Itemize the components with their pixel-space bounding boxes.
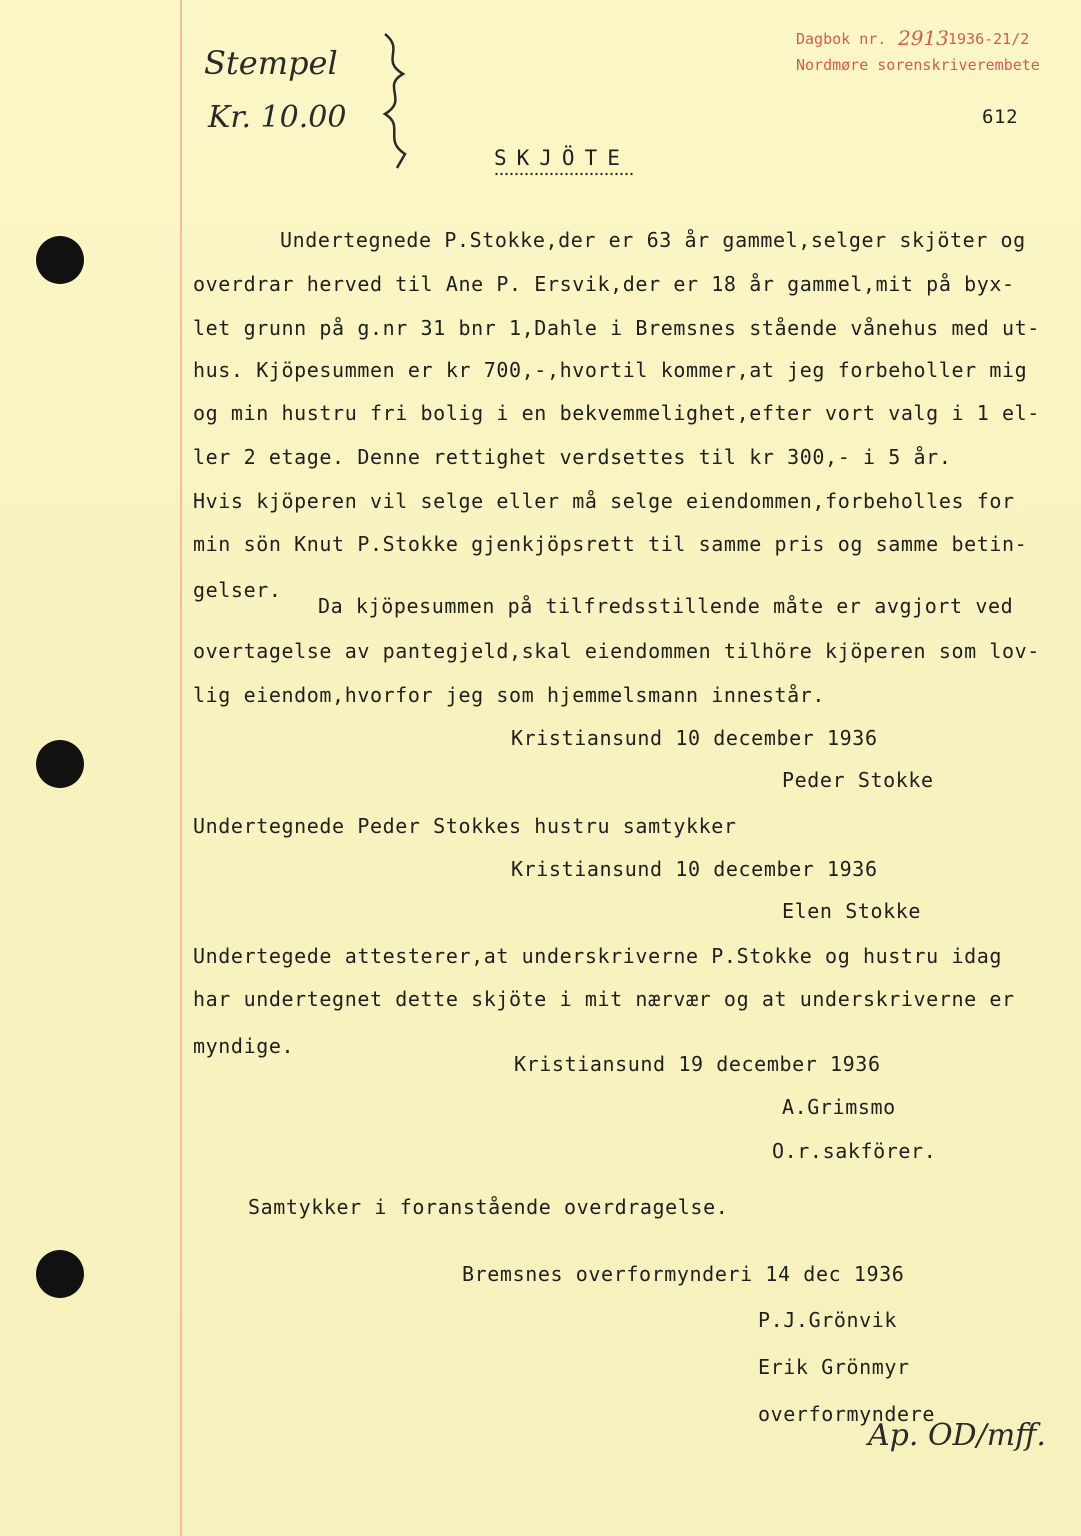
dagbok-year-date: 1936-21/2 — [948, 30, 1030, 48]
body-line: Samtykker i foranstående overdragelse. — [248, 1195, 729, 1219]
body-line: lig eiendom,hvorfor jeg som hjemmelsmann innestår. — [193, 683, 826, 707]
page-number: 612 — [982, 106, 1019, 128]
body-line: let grunn på g.nr 31 bnr 1,Dahle i Bremsnes stående vånehus med ut- — [193, 316, 1040, 340]
dagbok-number: 2913 — [898, 26, 949, 50]
place-date: Kristiansund 10 december 1936 — [511, 857, 878, 881]
body-line: myndige. — [193, 1034, 295, 1058]
signature-name: Elen Stokke — [782, 899, 922, 923]
signature-name: Peder Stokke — [782, 768, 934, 792]
title-underline — [494, 172, 634, 176]
handwritten-signature: Ap. OD/mff. — [868, 1418, 1046, 1453]
document-title: SKJÖTE — [494, 146, 630, 170]
place-date: Kristiansund 19 december 1936 — [514, 1052, 881, 1076]
body-line: Undertegnede P.Stokke,der er 63 år gammel,selger skjöter og — [280, 228, 1026, 252]
body-line: Da kjöpesummen på tilfredsstillende måte er avgjort ved — [318, 594, 1014, 618]
body-line: ler 2 etage. Denne rettighet verdsettes til kr 300,- i 5 år. — [193, 445, 952, 469]
body-line: og min hustru fri bolig i en bekvemmelighet,efter vort valg i 1 el- — [193, 401, 1040, 425]
margin-line — [180, 0, 182, 1536]
body-line: gelser. — [193, 578, 282, 602]
signature-name: Erik Grönmyr — [758, 1355, 910, 1379]
body-line: overtagelse av pantegjeld,skal eiendommen tilhöre kjöperen som lov- — [193, 639, 1040, 663]
place-date: Bremsnes overformynderi 14 dec 1936 — [462, 1262, 905, 1286]
punch-hole-middle — [36, 740, 84, 788]
body-line: overdrar herved til Ane P. Ersvik,der er 18 år gammel,mit på byx- — [193, 272, 1015, 296]
dagbok-label: Dagbok nr. — [796, 30, 887, 48]
body-line: min sön Knut P.Stokke gjenkjöpsrett til samme pris og samme betin- — [193, 532, 1028, 556]
body-line: hus. Kjöpesummen er kr 700,-,hvortil kommer,at jeg forbeholler mig — [193, 358, 1028, 382]
stamp-handwritten: Stempel — [204, 44, 338, 82]
body-line: Undertegede attesterer,at underskriverne P.Stokke og hustru idag — [193, 944, 1003, 968]
place-date: Kristiansund 10 december 1936 — [511, 726, 878, 750]
bracket-scribble — [375, 30, 425, 170]
signature-name: A.Grimsmo — [782, 1095, 896, 1119]
punch-hole-bottom — [36, 1250, 84, 1298]
signature-title: O.r.sakförer. — [772, 1139, 937, 1163]
body-line: Hvis kjöperen vil selge eller må selge eiendommen,forbeholles for — [193, 489, 1015, 513]
office-name: Nordmøre sorenskriverembete — [796, 56, 1040, 74]
punch-hole-top — [36, 236, 84, 284]
signature-name: P.J.Grönvik — [758, 1308, 898, 1332]
body-line: Undertegnede Peder Stokkes hustru samtykker — [193, 814, 737, 838]
body-line: har undertegnet dette skjöte i mit nærvær og at underskriverne er — [193, 987, 1015, 1011]
fee-handwritten: Kr. 10.00 — [208, 100, 347, 135]
signature-title: overformyndere — [758, 1402, 935, 1426]
